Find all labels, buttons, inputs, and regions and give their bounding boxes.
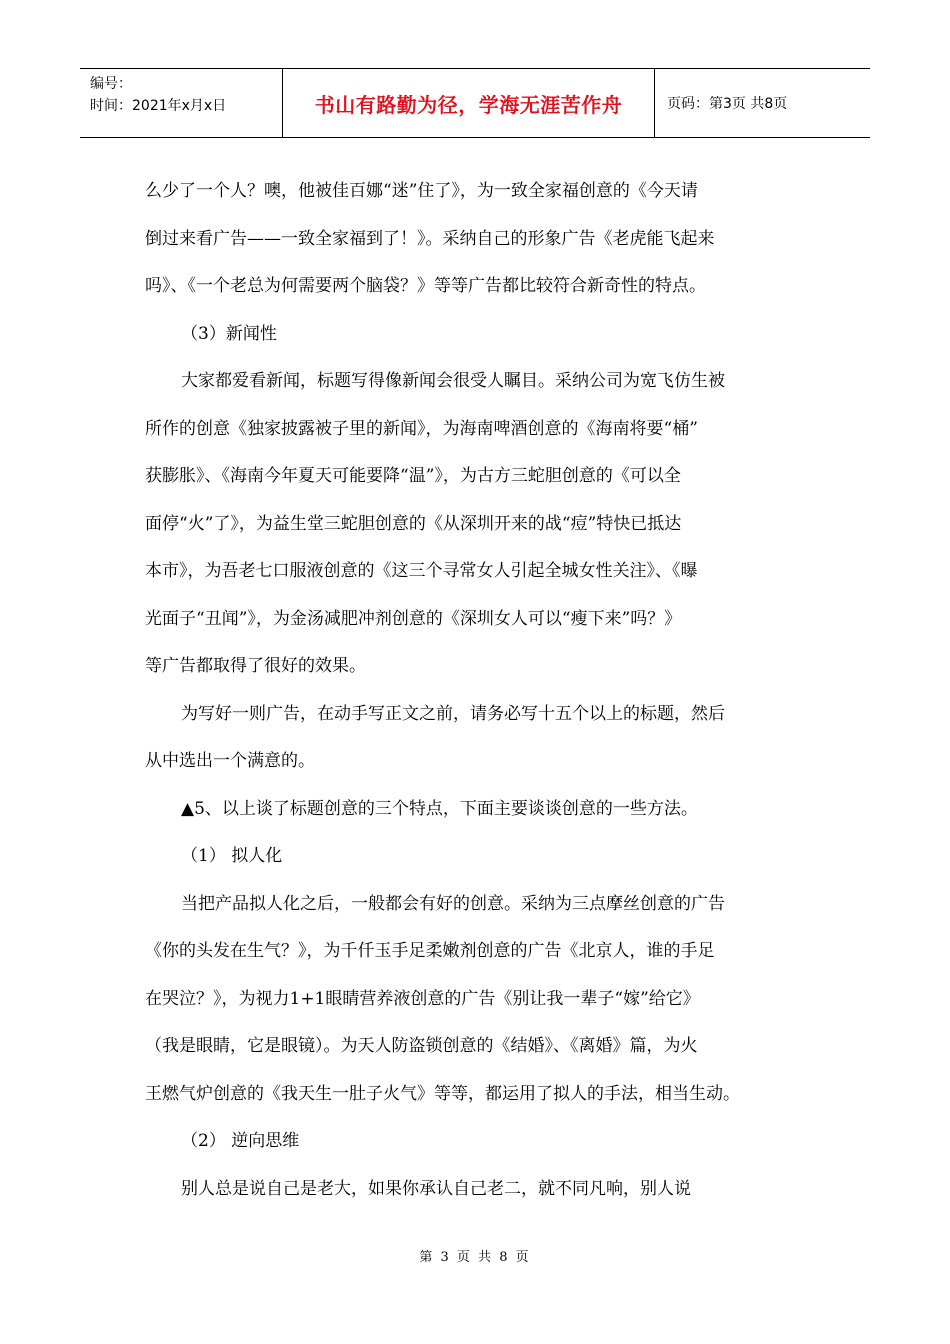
text-line: （我是眼睛，它是眼镜）。为天人防盗锁创意的《结婚》、《离婚》篇，为火 xyxy=(145,1036,698,1056)
text-line: 本市》，为吾老七口服液创意的《这三个寻常女人引起全城女性关注》、《曝 xyxy=(145,561,698,581)
text-line: 所作的创意《独家披露被子里的新闻》，为海南啤酒创意的《海南将要“桶” xyxy=(145,418,698,439)
text-line: 当把产品拟人化之后，一般都会有好的创意。采纳为三点摩丝创意的广告 xyxy=(181,893,725,914)
page-footer xyxy=(0,1246,950,1265)
section-heading: （3）新闻性 xyxy=(181,323,277,344)
header-motto: 书山有路勤为径，学海无涯苦作舟 xyxy=(314,92,623,117)
text-line: 吗》、《一个老总为何需要两个脑袋？》等等广告都比较符合新奇性的特点。 xyxy=(145,276,706,296)
text-line: 面停“火”了》，为益生堂三蛇胆创意的《从深圳开来的战“痘”特快已抵达 xyxy=(145,513,682,534)
text-line: 别人总是说自己是老大，如果你承认自己老二，就不同凡响，别人说 xyxy=(181,1178,691,1199)
section-heading: （2） 逆向思维 xyxy=(181,1131,300,1151)
page-info-text: 页码：第3页 共8页 xyxy=(667,96,788,112)
footer-page-number: 第 3 页 共 8 页 xyxy=(419,1250,531,1265)
header-page-info xyxy=(655,69,870,137)
body-text xyxy=(145,168,805,1213)
header-motto-cell xyxy=(282,69,655,137)
text-line: 大家都爱看新闻，标题写得像新闻会很受人瞩目。采纳公司为宽飞仿生被 xyxy=(181,371,725,391)
doc-time-label: 时间：2021年x月x日 xyxy=(90,98,227,114)
text-line: 么少了一个人？噢，他被佳百娜“迷”住了》，为一致全家福创意的《今天请 xyxy=(145,181,698,201)
text-line: 从中选出一个满意的。 xyxy=(145,751,315,771)
doc-number-label: 编号： xyxy=(90,76,132,92)
text-line: 在哭泣？》，为视力1+1眼睛营养液创意的广告《别让我一辈子“嫁”给它》 xyxy=(145,988,700,1009)
text-line: 倒过来看广告——一致全家福到了！》。采纳自己的形象广告《老虎能飞起来 xyxy=(145,228,715,249)
text-line: 获膨胀》、《海南今年夏天可能要降“温”》，为古方三蛇胆创意的《可以全 xyxy=(145,466,681,486)
section-heading: （1） 拟人化 xyxy=(181,846,283,866)
text-line: 光面子“丑闻”》，为金汤减肥冲剂创意的《深圳女人可以“瘦下来”吗？》 xyxy=(145,608,682,629)
text-line: 王燃气炉创意的《我天生一肚子火气》等等，都运用了拟人的手法，相当生动。 xyxy=(145,1083,740,1104)
text-line: 《你的头发在生气？》，为千仟玉手足柔嫩剂创意的广告《北京人，谁的手足 xyxy=(145,941,715,961)
page-header xyxy=(80,68,870,138)
section-heading: ▲5、以上谈了标题创意的三个特点，下面主要谈谈创意的一些方法。 xyxy=(181,798,698,819)
text-line: 为写好一则广告，在动手写正文之前，请务必写十五个以上的标题，然后 xyxy=(181,703,725,724)
header-meta xyxy=(80,69,282,137)
text-line: 等广告都取得了很好的效果。 xyxy=(145,656,366,676)
